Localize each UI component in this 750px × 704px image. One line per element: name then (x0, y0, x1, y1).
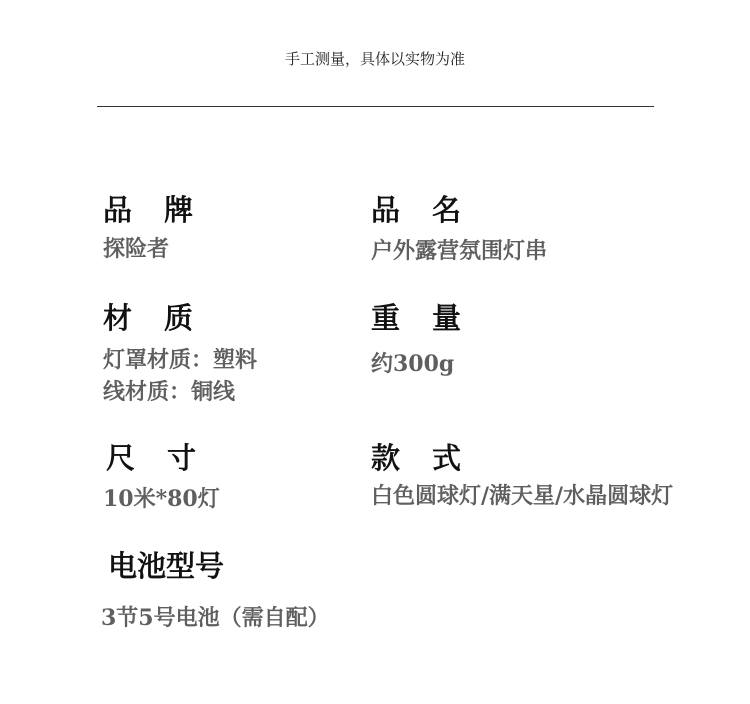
weight-label: 重量 (371, 301, 494, 335)
brand-value: 探险者 (103, 236, 170, 262)
measurement-note: 手工测量，具体以实物为准 (284, 50, 465, 68)
weight-value: 约300g (371, 351, 455, 377)
material-value-shade: 灯罩材质：塑料 (103, 347, 258, 373)
battery-value: 3节5号电池（需自配） (101, 605, 330, 631)
material-label: 材质 (103, 301, 226, 335)
size-value: 10米*80灯 (103, 486, 220, 512)
brand-label: 品牌 (103, 193, 226, 227)
product-name-value: 户外露营氛围灯串 (371, 238, 548, 264)
style-value: 白色圆球灯/满天星/水晶圆球灯 (371, 483, 674, 509)
product-name-label: 品名 (371, 193, 494, 227)
header-divider (97, 106, 654, 107)
material-value-wire: 线材质：铜线 (103, 379, 236, 405)
battery-label: 电池型号 (108, 549, 225, 583)
style-label: 款式 (371, 441, 494, 475)
size-label: 尺寸 (106, 441, 229, 475)
